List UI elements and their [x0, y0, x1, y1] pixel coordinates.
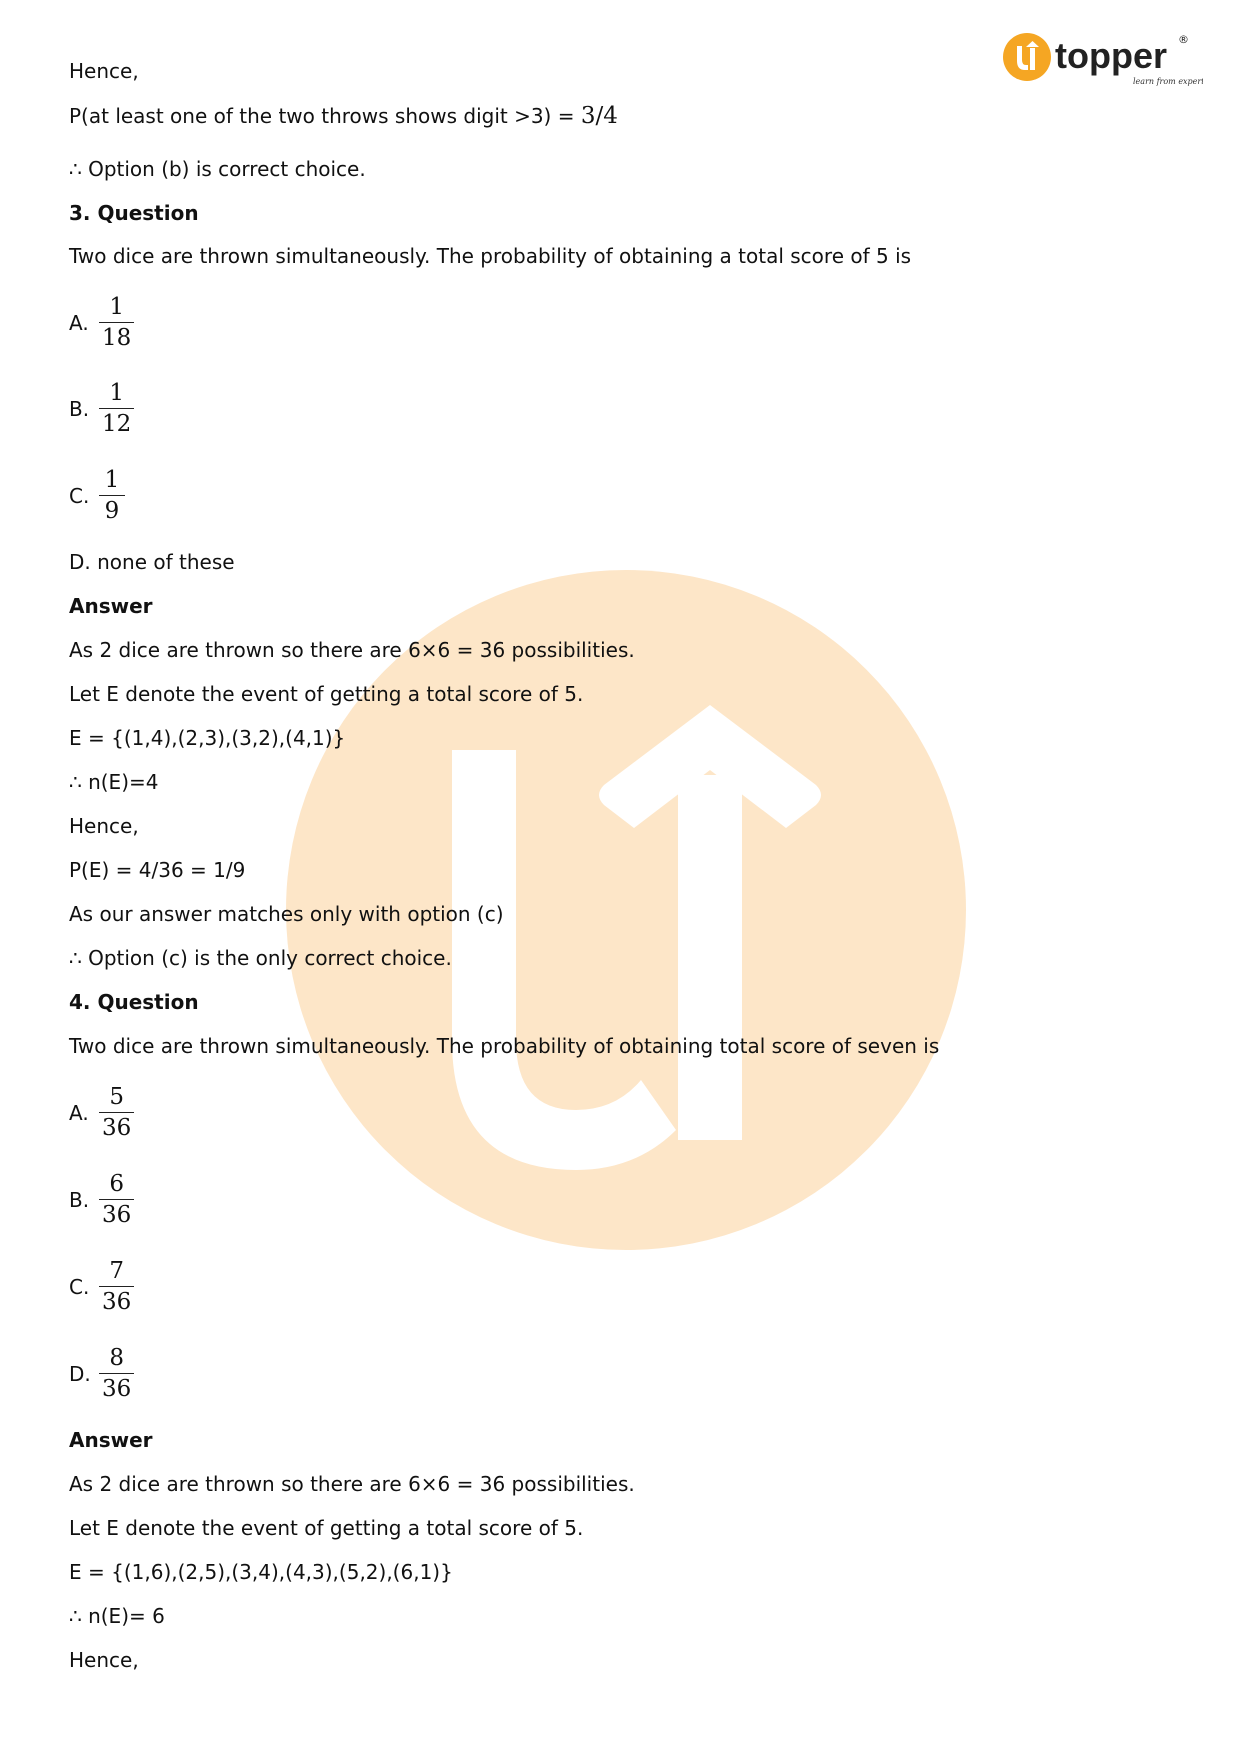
- q4-heading: 4. Question: [69, 990, 199, 1014]
- option-letter: D.: [69, 1361, 91, 1386]
- q3-option-c: [69, 465, 125, 526]
- numerator: 8: [109, 1345, 124, 1371]
- q3-answer-line: Hence,: [69, 814, 139, 838]
- numerator: 1: [104, 467, 120, 493]
- q3-question-text: Two dice are thrown simultaneously. The probability of obtaining a total score of 5 is: [69, 244, 912, 268]
- option-letter: C.: [69, 483, 90, 508]
- registered-mark: ®: [1178, 33, 1189, 46]
- denominator: 36: [102, 1289, 132, 1315]
- q4-answer-line: As 2 dice are thrown so there are 6×6 = 36 possibilities.: [69, 1472, 635, 1496]
- q3-answer-line: E = {(1,4),(2,3),(3,2),(4,1)}: [69, 726, 346, 750]
- q3-option-a: [69, 292, 134, 353]
- q4-answer-line: ∴ n(E)= 6: [69, 1604, 165, 1628]
- q3-answer-line: As 2 dice are thrown so there are 6×6 = 36 possibilities.: [69, 638, 635, 662]
- numerator: 6: [109, 1171, 124, 1197]
- q3-answer-line: ∴ n(E)=4: [69, 770, 159, 794]
- option-letter: B.: [69, 396, 90, 421]
- q2-hence: Hence,: [69, 59, 139, 83]
- denominator: 9: [104, 498, 120, 524]
- denominator: 18: [102, 325, 132, 351]
- q3-answer-line: P(E) = 4/36 = 1/9: [69, 858, 246, 882]
- option-letter: A.: [69, 310, 89, 335]
- fraction: [99, 1082, 134, 1143]
- fraction: [99, 292, 134, 353]
- option-letter: A.: [69, 1100, 89, 1125]
- option-letter: C.: [69, 1274, 90, 1299]
- q2-conclusion: ∴ Option (b) is correct choice.: [69, 157, 366, 181]
- q3-option-b: [69, 378, 134, 439]
- q4-question-text: Two dice are thrown simultaneously. The probability of obtaining total score of seven is: [69, 1034, 940, 1058]
- fraction: [99, 465, 125, 526]
- topper-logo: [1003, 30, 1203, 94]
- fraction: [99, 1343, 134, 1404]
- q4-option-c: [69, 1256, 134, 1317]
- denominator: 36: [102, 1202, 132, 1228]
- q2-prob-label: P(at least one of the two throws shows digit >3) =: [69, 104, 581, 128]
- denominator: 36: [102, 1376, 132, 1402]
- q3-answer-line: ∴ Option (c) is the only correct choice.: [69, 946, 452, 970]
- fraction: [99, 378, 134, 439]
- denominator: 12: [102, 411, 132, 437]
- numerator: 5: [109, 1084, 124, 1110]
- numerator: 7: [109, 1258, 124, 1284]
- q4-answer-heading: Answer: [69, 1428, 153, 1452]
- q4-option-d: [69, 1343, 134, 1404]
- q4-option-b: [69, 1169, 134, 1230]
- q3-option-d: D. none of these: [69, 550, 235, 574]
- brand-tagline: learn from experts: [1133, 77, 1203, 86]
- q4-answer-line: Hence,: [69, 1648, 139, 1672]
- q3-answer-line: As our answer matches only with option (c): [69, 902, 504, 926]
- q4-option-a: [69, 1082, 134, 1143]
- q2-probability-line: [69, 104, 618, 128]
- q3-answer-heading: Answer: [69, 594, 153, 618]
- option-letter: B.: [69, 1187, 90, 1212]
- fraction: [99, 1256, 134, 1317]
- q3-heading: 3. Question: [69, 201, 199, 225]
- q2-prob-value: 3/4: [580, 103, 618, 129]
- denominator: 36: [102, 1115, 132, 1141]
- q4-answer-line: E = {(1,6),(2,5),(3,4),(4,3),(5,2),(6,1)}: [69, 1560, 453, 1584]
- numerator: 1: [109, 380, 124, 406]
- q3-answer-line: Let E denote the event of getting a total score of 5.: [69, 682, 584, 706]
- q4-answer-line: Let E denote the event of getting a total score of 5.: [69, 1516, 584, 1540]
- fraction: [99, 1169, 134, 1230]
- brand-name: topper: [1055, 35, 1167, 76]
- numerator: 1: [109, 294, 124, 320]
